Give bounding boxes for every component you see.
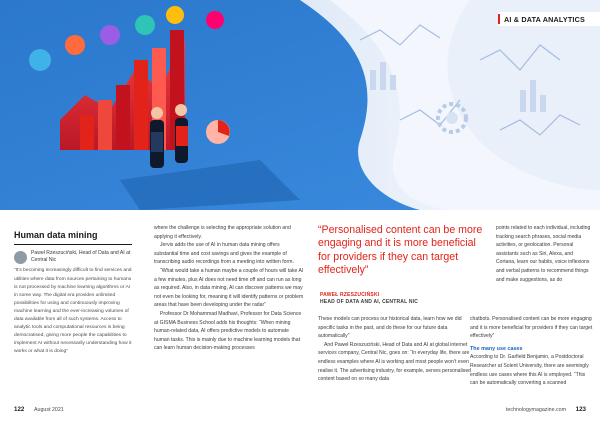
right-page-number: 123 — [575, 406, 586, 413]
sidebar-byline — [14, 250, 132, 264]
section-tag-marker — [498, 14, 500, 24]
sidebar-box — [14, 230, 132, 356]
pull-quote-attribution — [320, 292, 488, 305]
sidebar-body: “It’s becoming increasingly difficult to find services and utilities where data from sources pertaining to humans is not processed by machine learning algorithms or AI in some way. The digital era provides unlimited possibilities for using and continuously improving machine learning and the ever-increasing volumes of data available from all of such systems. Access to analytic tools and computational resources is being democratised, giving more people the capabilities to implement AI without necessarily understanding how it works or what it is doing” — [14, 268, 132, 355]
issue-date: August 2021 — [34, 407, 64, 413]
col4-paragraph-3: According to Dr. Garfield Benjamin, a Postdoctoral Researcher at Solent University, there are seemingly endless use cases where this AI is employed. “This can be automatically converting a scanned — [470, 354, 589, 387]
avatar — [14, 251, 27, 264]
article-column-3 — [318, 315, 472, 384]
pull-quote: “Personalised content can be more engaging and it is more beneficial for providers if they can target effectively” — [318, 224, 483, 277]
col2-paragraph-3: “What would take a human maybe a couple of hours will take AI a few minutes, plus AI does not need time off and can run as long as required. Also, in data mining, AI can discover patterns we may not even be looking for, meaning it will identify patterns or problem areas that have been developing under the radar” — [154, 267, 304, 309]
sidebar-title: Human data mining — [14, 230, 132, 245]
col2-paragraph-4: Professor Dr Mohammad Madhavi, Professor for Data Science at GISMA Business School adds his thoughts: “When mining human-related data, AI offers predictive models to automate human tasks. This is mainly due to machine learning models that can learn human decision-making processes — [154, 310, 302, 352]
section-tag-label: AI & DATA ANALYTICS — [504, 15, 585, 24]
col3-paragraph-1: These models can process our historical data, learn how we did specific tasks in the past, and do these for our future data automatically” — [318, 316, 462, 340]
section-tag — [498, 12, 600, 26]
article-column-4-lower — [470, 315, 594, 388]
hero-illustration — [0, 0, 600, 210]
article-column-2 — [154, 224, 304, 353]
col3-paragraph-2: And Paweł Rzeszuciński, Head of Data and AI at global internet services company, Central Nic, goes on: “In everyday life, there are endless examples where AI is working and most people won’t even realise it. The advertising industry, for example, serves personalised content based on so many data — [318, 341, 471, 383]
left-page-number: 122 — [14, 406, 25, 413]
site-url: technologymagazine.com — [505, 407, 566, 413]
pull-quote-role: HEAD OF DATA AND AI, CENTRAL NIC — [320, 298, 419, 305]
use-cases-heading: The many use cases — [470, 345, 523, 352]
sidebar-byline-text: Paweł Rzeszuciński, Head of Data and AI at Central Nic — [31, 250, 131, 264]
col4-paragraph-2: chatbots. Personalised content can be more engaging and it is more beneficial for providers if they can target effectively” — [470, 316, 593, 340]
col2-paragraph-1: where the challenge is selecting the appropriate solution and applying it effectively. — [154, 225, 291, 240]
col4-paragraph-1: points related to each individual, including tracking search phrases, social media activities, or geolocation. Personal assistants such as Siri, Alexa, and Cortana, learn our habits, voice inflexions and verbal patterns to recommend things and make suggestions, as do — [496, 225, 591, 283]
pull-quote-name: PAWEŁ RZESZUCIŃSKI — [320, 292, 380, 298]
article-column-4 — [496, 224, 592, 284]
col2-paragraph-2: Jervis adds the use of AI in human data mining offers substantial time and cost savings and gives the example of transcribing audio recordings from a meeting into written form. — [154, 242, 294, 266]
page-footer — [0, 406, 600, 420]
